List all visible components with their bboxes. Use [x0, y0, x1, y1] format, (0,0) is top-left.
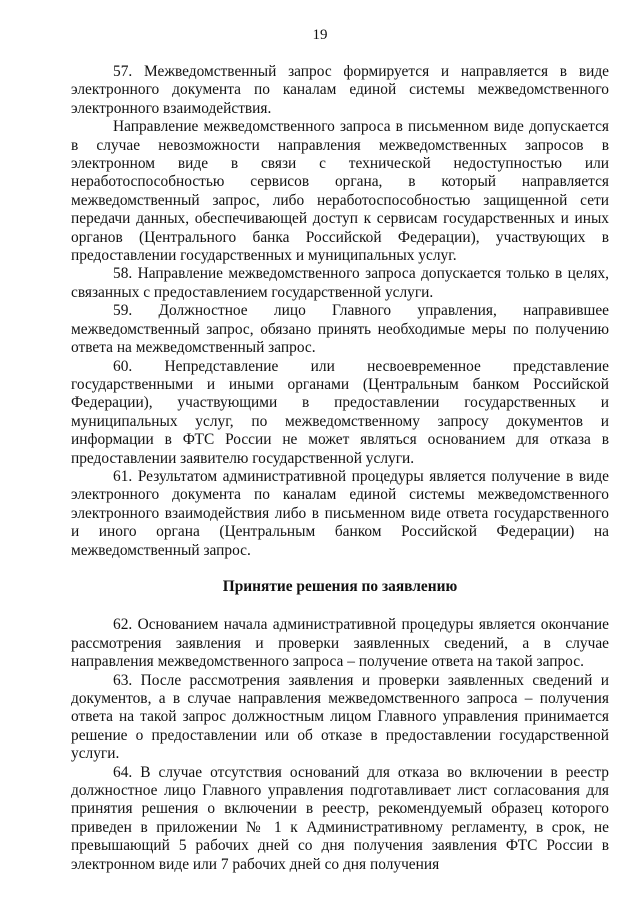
page-number: 19 [312, 27, 328, 43]
paragraph-64: 64. В случае отсутствия оснований для отказа во включении в реестр должностное лицо Главного управления подготавливает лист согласования для принятия решения о включении в реестр, рекомендуемый образец которого приведен в приложении № 1 к Административному регламенту, в срок, не превышающий 5 рабочих дней со дня получения заявления ФТС России в электронном виде или 7 рабочих дней со дня получения [71, 763, 609, 873]
section-heading: Принятие решения по заявлению [222, 577, 458, 595]
document-body [71, 63, 609, 874]
paragraph-63: 63. После рассмотрения заявления и проверки заявленных сведений и документов, а в случае направления межведомственного запроса – получения ответа на такой запрос должностным лицом Главного управления принимается решение о предоставлении или об отказе в предоставлении государственной услуги. [71, 671, 609, 763]
paragraph-58: 58. Направление межведомственного запроса допускается только в целях, связанных с предоставлением государственной услуги. [71, 265, 609, 301]
paragraph-62: 62. Основанием начала административной процедуры является окончание рассмотрения заявления и проверки заявленных сведений, а в случае направления межведомственного запроса – получение ответа на такой запрос. [71, 616, 609, 671]
paragraph-59: 59. Должностное лицо Главного управления, направившее межведомственный запрос, обязано принять необходимые меры по получению ответа на межведомственный запрос. [71, 302, 609, 357]
paragraph-61: 61. Результатом административной процедуры является получение в виде электронного документа по каналам единой системы межведомственного электронного взаимодействия либо в письменном виде ответа государственного и иного органа (Центральным банком Российской Федерации) на межведомственный запрос. [71, 467, 609, 559]
paragraph-57: 57. Межведомственный запрос формируется и направляется в виде электронного документа по каналам единой системы межведомственного электронного взаимодействия. [71, 63, 609, 117]
paragraph-60: 60. Непредставление или несвоевременное представление государственными и иными органами (Центральным банком Российской Федерации), участвующими в предоставлении государственных и муниципальных услуг, по межведомственному запросу документов и информации в ФТС России не может являться основанием для отказа в предоставлении заявителю государственной услуги. [71, 357, 609, 467]
paragraph-57-continued: Направление межведомственного запроса в письменном виде допускается в случае невозможности направления межведомственных запросов в электронном виде в связи с технической недоступностью или неработоспособностью сервисов органа, в который направляется межведомственный запрос, либо неработоспособностью защищенной сети передачи данных, обеспечивающей доступ к сервисам государственных и иных органов (Центрального банка Российской Федерации), участвующих в предоставлении государственных и муниципальных услуг. [71, 118, 609, 265]
